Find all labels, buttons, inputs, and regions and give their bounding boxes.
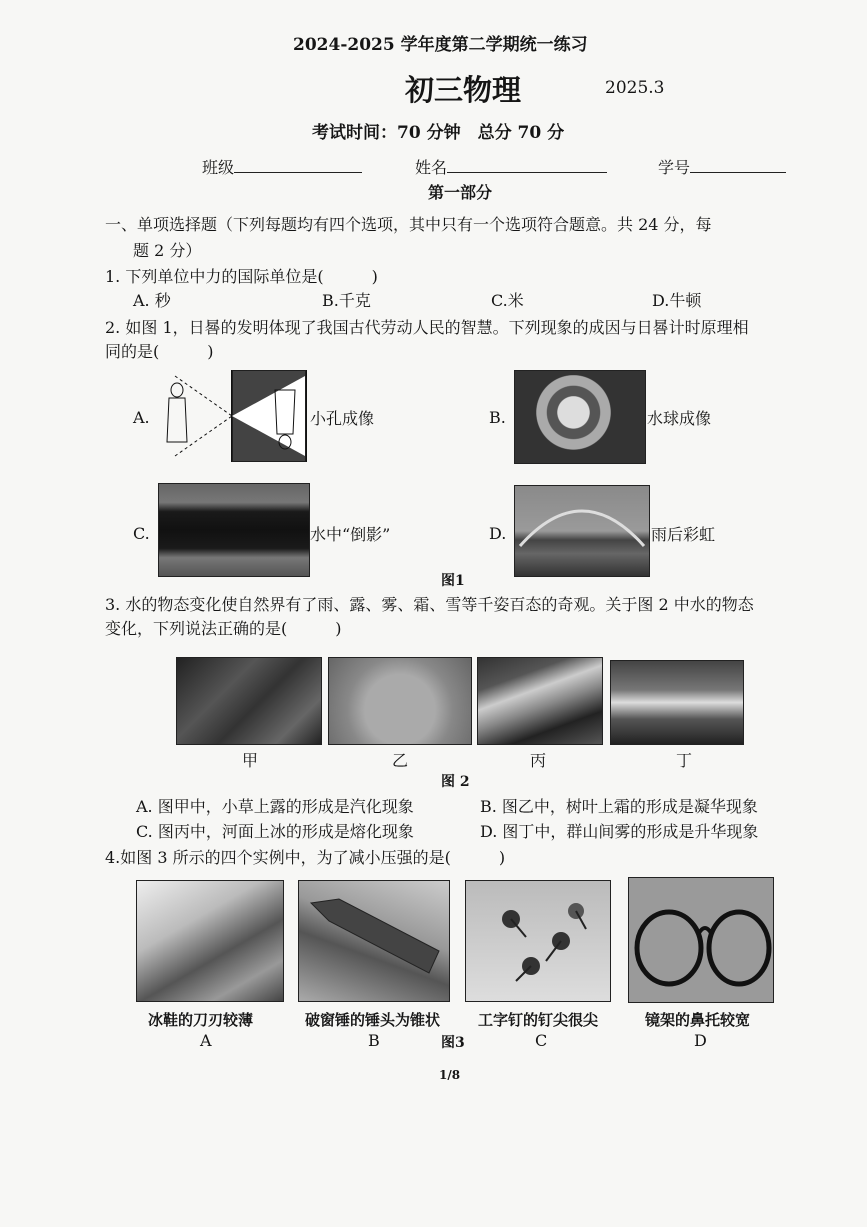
id-blank[interactable] xyxy=(690,158,786,173)
q2-item-d-letter: D. xyxy=(489,524,507,543)
q3-option-b: B. 图乙中，树叶上霜的形成是凝华现象 xyxy=(480,797,758,816)
frost-image xyxy=(328,657,472,745)
student-id-field xyxy=(658,155,786,178)
pinhole-image xyxy=(155,370,307,462)
image-label-yi: 乙 xyxy=(392,751,409,770)
class-field xyxy=(202,155,362,178)
water-ball-image xyxy=(514,370,646,464)
figure1-caption: 图1 xyxy=(441,573,465,589)
q1-option-b: B.千克 xyxy=(322,291,371,310)
q2-item-a-label: 小孔成像 xyxy=(310,409,375,428)
q3-option-d: D. 图丁中，群山间雾的形成是升华现象 xyxy=(480,822,759,841)
figure2-caption: 图 2 xyxy=(441,774,470,790)
class-label: 班级 xyxy=(202,158,235,177)
page-number: 1/8 xyxy=(439,1068,461,1082)
q2-stem-line1: 2. 如图 1，日晷的发明体现了我国古代劳动人民的智慧。下列现象的成因与日晷计时原理相 xyxy=(105,318,749,337)
q2-item-d-label: 雨后彩虹 xyxy=(651,525,716,544)
q4-caption-c: 工字钉的钉尖很尖 xyxy=(478,1011,599,1029)
ice-skate-image xyxy=(136,880,284,1002)
q4-letter-a: A xyxy=(200,1031,212,1050)
q4-caption-a: 冰鞋的刀刃较薄 xyxy=(148,1011,254,1029)
q1-option-a: A. 秒 xyxy=(133,291,171,310)
class-blank[interactable] xyxy=(234,158,362,173)
glasses-image xyxy=(628,877,774,1003)
section-intro-line2: 题 2 分） xyxy=(133,241,202,260)
q2-stem-line2: 同的是( ) xyxy=(105,342,214,361)
q2-item-c-letter: C. xyxy=(133,524,150,543)
name-blank[interactable] xyxy=(447,158,607,173)
q2-item-b-label: 水球成像 xyxy=(647,409,712,428)
exam-date: 2025.3 xyxy=(605,78,665,98)
q4-caption-b: 破窗锤的锤头为锥状 xyxy=(305,1011,441,1029)
figure3-caption: 图3 xyxy=(441,1035,465,1051)
subject-title: 初三物理 xyxy=(405,73,522,107)
q4-letter-b: B xyxy=(368,1031,380,1050)
rainbow-image xyxy=(514,485,650,577)
name-label: 姓名 xyxy=(415,158,448,177)
q2-item-b-letter: B. xyxy=(489,408,506,427)
exam-term-title: 2024-2025 学年度第二学期统一练习 xyxy=(293,35,588,55)
q2-item-a-letter: A. xyxy=(133,408,150,427)
part-title: 第一部分 xyxy=(428,183,493,202)
dew-image xyxy=(176,657,322,745)
q4-stem: 4.如图 3 所示的四个实例中，为了减小压强的是( ) xyxy=(105,848,506,867)
name-field xyxy=(415,155,607,178)
q2-item-c-label: 水中“倒影” xyxy=(310,525,391,544)
q1-stem: 1. 下列单位中力的国际单位是( ) xyxy=(105,267,378,286)
q4-letter-d: D xyxy=(694,1031,707,1050)
fog-image xyxy=(610,660,744,745)
section-intro-line1: 一、单项选择题（下列每题均有四个选项，其中只有一个选项符合题意。共 24 分，每 xyxy=(105,215,712,234)
q1-option-c: C.米 xyxy=(491,291,524,310)
q3-stem-line1: 3. 水的物态变化使自然界有了雨、露、雾、霜、雪等千姿百态的奇观。关于图 2 中水的物态 xyxy=(105,595,754,614)
q3-option-a: A. 图甲中，小草上露的形成是汽化现象 xyxy=(136,797,414,816)
reflection-image xyxy=(158,483,310,577)
image-label-ding: 丁 xyxy=(676,751,693,770)
safety-hammer-image xyxy=(298,880,450,1002)
q1-option-d: D.牛顿 xyxy=(652,291,702,310)
q3-option-c: C. 图丙中，河面上冰的形成是熔化现象 xyxy=(136,822,414,841)
image-label-jia: 甲 xyxy=(242,751,259,770)
id-label: 学号 xyxy=(658,158,691,177)
q4-letter-c: C xyxy=(535,1031,548,1050)
pushpin-image xyxy=(465,880,611,1002)
image-label-bing: 丙 xyxy=(530,751,547,770)
ice-image xyxy=(477,657,603,745)
q4-caption-d: 镜架的鼻托较宽 xyxy=(645,1011,751,1029)
exam-info: 考试时间：70 分钟 总分 70 分 xyxy=(312,123,565,143)
q3-stem-line2: 变化，下列说法正确的是( ) xyxy=(105,619,342,638)
